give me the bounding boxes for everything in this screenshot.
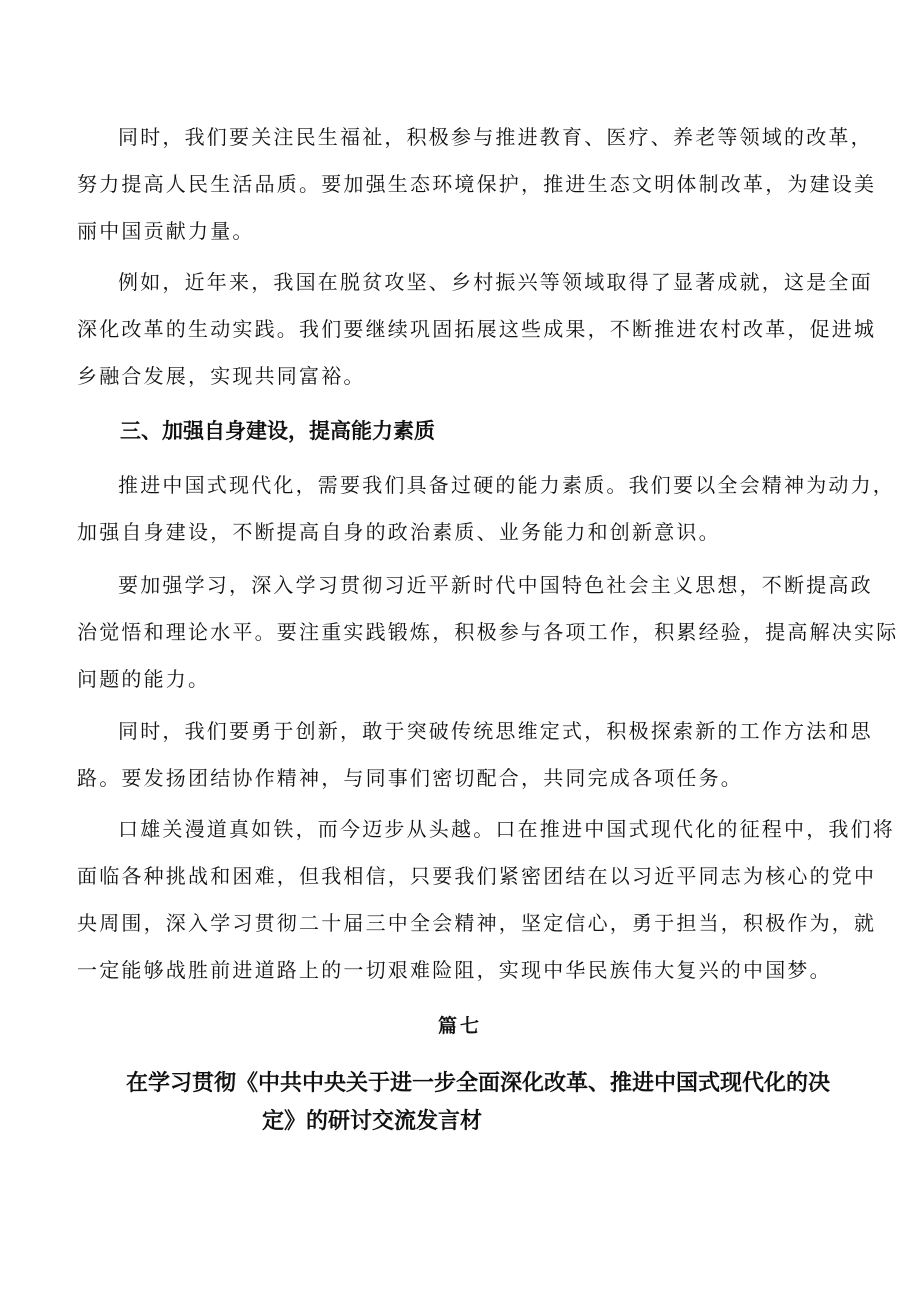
paragraph-innovation (77, 708, 873, 802)
paragraph-livelihood (77, 114, 877, 255)
text-line: 问题的能力。 (77, 667, 211, 691)
text-line: 推进中国式现代化，需要我们具备过硬的能力素质。我们要以全会精神为动力， (118, 473, 895, 497)
chapter-label: 篇七 (437, 1015, 482, 1037)
text-line: 同时，我们要关注民生福祉，积极参与推进教育、医疗、养老等领域的改革， (118, 125, 873, 149)
text-line: 加强自身建设，不断提高自身的政治素质、业务能力和创新意识。 (77, 520, 721, 544)
text-line: 路。要发扬团结协作精神，与同事们密切配合，共同完成各项任务。 (77, 766, 743, 790)
text-line: 一定能够战胜前进道路上的一切艰难险阻，实现中华民族伟大复兴的中国梦。 (77, 958, 832, 982)
section-heading: 三、加强自身建设，提高能力素质 (120, 419, 435, 443)
title-line: 在学习贯彻《中共中央关于进一步全面深化改革、推进中国式现代化的决 (126, 1071, 831, 1096)
paragraph-capability (77, 462, 895, 556)
text-line: 例如，近年来，我国在脱贫攻坚、乡村振兴等领域取得了显著成就，这是全面 (118, 270, 873, 294)
text-line: 口雄关漫道真如铁，而今迈步从头越。口在推进中国式现代化的征程中，我们将 (118, 817, 895, 841)
text-line: 同时，我们要勇于创新，敢于突破传统思维定式，积极探索新的工作方法和思 (118, 719, 873, 743)
text-line: 乡融合发展，实现共同富裕。 (77, 364, 366, 388)
paragraph-study (77, 562, 899, 703)
text-line: 深化改革的生动实践。我们要继续巩固拓展这些成果，不断推进农村改革，促进城 (77, 317, 877, 341)
text-line: 丽中国贡献力量。 (77, 219, 255, 243)
text-line: 央周围，深入学习贯彻二十届三中全会精神，坚定信心，勇于担当，积极作为，就 (77, 911, 877, 935)
title-line: 定》的研讨交流发言材 (262, 1109, 483, 1134)
paragraph-conclusion (77, 806, 895, 994)
text-line: 要加强学习，深入学习贯彻习近平新时代中国特色社会主义思想，不断提高政 (118, 573, 873, 597)
text-line: 努力提高人民生活品质。要加强生态环境保护，推进生态文明体制改革，为建设美 (77, 172, 877, 196)
text-line: 治觉悟和理论水平。要注重实践锻炼，积极参与各项工作，积累经验，提高解决实际 (77, 620, 899, 644)
text-line: 面临各种挑战和困难，但我相信，只要我们紧密团结在以习近平同志为核心的党中 (77, 864, 877, 888)
document-title (0, 1065, 920, 1141)
paragraph-rural-revitalization (77, 259, 877, 400)
